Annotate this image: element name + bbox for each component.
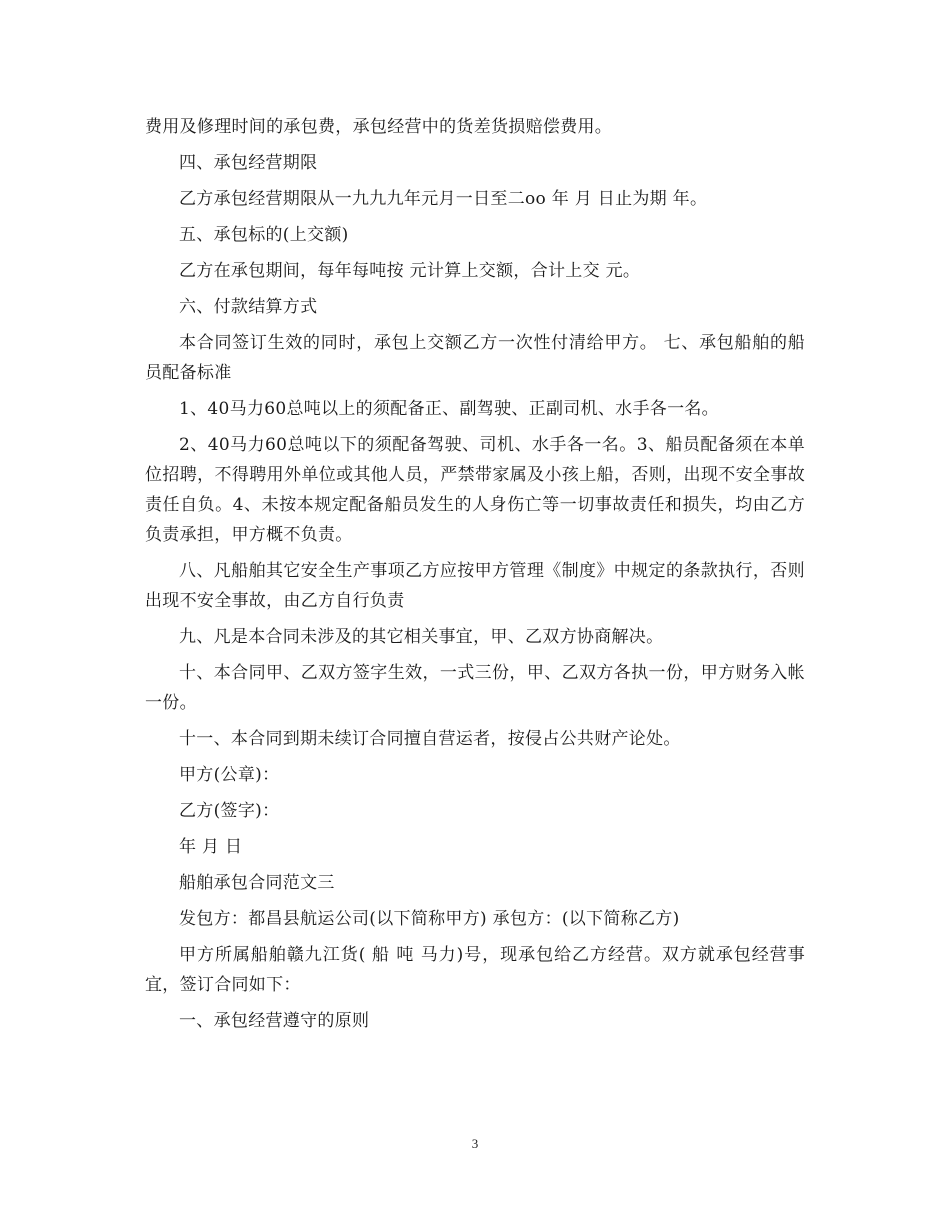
document-body (145, 112, 805, 1042)
section-title-sample-three: 船舶承包合同范文三 (179, 873, 335, 893)
date-line: 年 月 日 (179, 837, 243, 857)
paragraph-fee-continuation: 费用及修理时间的承包费，承包经营中的货差货损赔偿费用。 (145, 117, 613, 137)
paragraph-payment-method: 本合同签订生效的同时，承包上交额乙方一次性付清给甲方。 七、承包船舶的船员配备标准 (145, 333, 805, 383)
party-a-seal-line: 甲方(公章)： (179, 765, 280, 785)
page-number: 3 (471, 1136, 479, 1151)
heading-payment-method: 六、付款结算方式 (179, 297, 318, 317)
party-b-signature-line: 乙方(签字)： (179, 801, 280, 821)
heading-contract-target: 五、承包标的(上交额) (179, 225, 349, 245)
paragraph-safety-rule: 八、凡船舶其它安全生产事项乙方应按甲方管理《制度》中规定的条款执行，否则出现不安全事故，由乙方自行负责 (145, 561, 805, 611)
paragraph-vessel-contract: 甲方所属船舶赣九江货( 船 吨 马力)号，现承包给乙方经营。双方就承包经营事宜，签订合同如下： (145, 945, 805, 995)
paragraph-parties: 发包方：都昌县航运公司(以下简称甲方) 承包方：(以下简称乙方) (179, 909, 680, 929)
paragraph-contract-target: 乙方在承包期间，每年每吨按 元计算上交额，合计上交 元。 (179, 261, 641, 281)
paragraph-crew-rule-2-4: 2、40马力60总吨以下的须配备驾驶、司机、水手各一名。3、船员配备须在本单位招聘，不得聘用外单位或其他人员，严禁带家属及小孩上船，否则，出现不安全事故责任自负。4、未按本规定配备船员发生的人身伤亡等一切事故责任和损失，均由乙方负责承担，甲方概不负责。 (145, 435, 805, 545)
paragraph-contract-term: 乙方承包经营期限从一九九九年元月一日至二oo 年 月 日止为期 年。 (179, 189, 708, 209)
paragraph-expiry-clause: 十一、本合同到期未续订合同擅自营运者，按侵占公共财产论处。 (179, 729, 681, 749)
heading-contract-term: 四、承包经营期限 (179, 153, 318, 173)
paragraph-crew-rule-1: 1、40马力60总吨以上的须配备正、副驾驶、正副司机、水手各一名。 (179, 399, 719, 419)
heading-operating-principles: 一、承包经营遵守的原则 (179, 1011, 370, 1031)
paragraph-other-matters: 九、凡是本合同未涉及的其它相关事宜，甲、乙双方协商解决。 (179, 627, 664, 647)
paragraph-signing-effect: 十、本合同甲、乙双方签字生效，一式三份，甲、乙双方各执一份，甲方财务入帐一份。 (145, 663, 805, 713)
